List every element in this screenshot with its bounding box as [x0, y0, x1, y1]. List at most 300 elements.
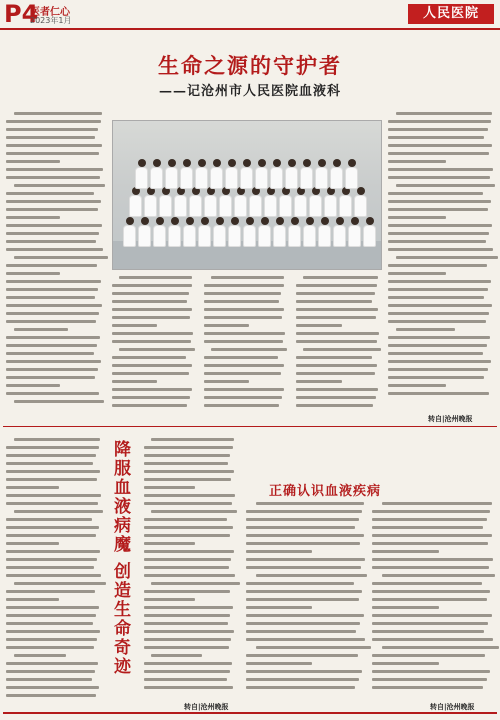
photo-figure	[234, 187, 247, 217]
text-line-placeholder	[204, 380, 249, 383]
text-line-placeholder	[204, 396, 282, 399]
text-line-placeholder	[6, 446, 99, 449]
text-line-placeholder	[246, 630, 356, 633]
text-line-placeholder	[204, 364, 284, 367]
text-line-placeholder	[112, 332, 193, 335]
photo-figure	[363, 217, 376, 247]
feature-article-column	[6, 438, 102, 702]
text-line-placeholder	[372, 606, 439, 609]
text-line-placeholder	[246, 686, 355, 689]
right-article-column-2	[372, 502, 494, 694]
text-line-placeholder	[388, 120, 491, 123]
photo-figure	[333, 217, 346, 247]
text-line-placeholder	[396, 256, 498, 259]
text-line-placeholder	[204, 388, 284, 391]
text-line-placeholder	[144, 526, 233, 529]
text-line-placeholder	[204, 324, 249, 327]
photo-figure	[135, 159, 148, 189]
text-line-placeholder	[6, 200, 101, 203]
text-line-placeholder	[6, 168, 103, 171]
text-line-placeholder	[6, 630, 100, 633]
text-line-placeholder	[6, 224, 102, 227]
text-line-placeholder	[112, 308, 192, 311]
section-name: 医者仁心	[30, 7, 70, 18]
text-line-placeholder	[6, 216, 60, 219]
photo-figure	[330, 159, 343, 189]
text-line-placeholder	[6, 192, 94, 195]
text-line-placeholder	[144, 614, 230, 617]
text-line-placeholder	[246, 654, 358, 657]
text-line-placeholder	[388, 392, 489, 395]
text-line-placeholder	[296, 396, 376, 399]
text-line-placeholder	[388, 192, 483, 195]
text-line-placeholder	[6, 240, 96, 243]
photo-figure	[174, 187, 187, 217]
text-line-placeholder	[144, 502, 232, 505]
main-headline: 生命之源的守护者	[158, 54, 342, 78]
text-line-placeholder	[246, 526, 355, 529]
text-line-placeholder	[296, 292, 375, 295]
text-line-placeholder	[6, 566, 94, 569]
text-line-placeholder	[372, 590, 490, 593]
text-line-placeholder	[6, 144, 102, 147]
text-line-placeholder	[204, 404, 279, 407]
photo-figure	[309, 187, 322, 217]
text-line-placeholder	[144, 550, 234, 553]
text-line-placeholder	[388, 176, 490, 179]
photo-figure	[243, 217, 256, 247]
text-line-placeholder	[388, 264, 487, 267]
text-line-placeholder	[388, 360, 491, 363]
main-article-left-column	[6, 112, 104, 408]
text-line-placeholder	[296, 364, 377, 367]
right-article-credit: 转自|沧州晚报	[430, 703, 475, 711]
photo-figure	[165, 159, 178, 189]
bottom-rule	[3, 712, 497, 714]
photo-figure	[300, 159, 313, 189]
feature-headline: 降服血液病魔 创造生命奇迹	[110, 440, 130, 676]
feature-headline-wrap	[108, 440, 140, 700]
text-line-placeholder	[388, 312, 489, 315]
text-line-placeholder	[6, 264, 97, 267]
photo-figure	[288, 217, 301, 247]
text-line-placeholder	[296, 308, 378, 311]
text-line-placeholder	[372, 518, 487, 521]
photo-figure	[168, 217, 181, 247]
photo-figure	[153, 217, 166, 247]
text-line-placeholder	[112, 404, 187, 407]
text-line-placeholder	[246, 598, 359, 601]
text-line-placeholder	[151, 510, 237, 513]
text-line-placeholder	[296, 332, 379, 335]
text-line-placeholder	[6, 360, 101, 363]
photo-figure	[255, 159, 268, 189]
photo-figure	[138, 217, 151, 247]
photo-figure	[294, 187, 307, 217]
text-line-placeholder	[388, 320, 486, 323]
text-line-placeholder	[246, 590, 362, 593]
text-line-placeholder	[6, 694, 96, 697]
text-line-placeholder	[144, 462, 228, 465]
text-line-placeholder	[6, 336, 100, 339]
text-line-placeholder	[204, 292, 281, 295]
text-line-placeholder	[256, 646, 371, 649]
masthead-logo: 人民医院	[408, 4, 494, 24]
text-line-placeholder	[112, 396, 190, 399]
text-line-placeholder	[14, 184, 105, 187]
text-line-placeholder	[144, 670, 230, 673]
text-line-placeholder	[388, 240, 486, 243]
text-line-placeholder	[144, 686, 233, 689]
text-line-placeholder	[303, 276, 379, 279]
text-line-placeholder	[372, 558, 493, 561]
text-line-placeholder	[388, 248, 493, 251]
text-line-placeholder	[372, 662, 439, 665]
text-line-placeholder	[6, 454, 96, 457]
photo-figure	[279, 187, 292, 217]
photo-figure	[270, 159, 283, 189]
photo-figure	[258, 217, 271, 247]
photo-figure	[144, 187, 157, 217]
text-line-placeholder	[296, 404, 373, 407]
text-line-placeholder	[372, 670, 490, 673]
text-line-placeholder	[6, 208, 98, 211]
text-line-placeholder	[112, 324, 157, 327]
text-line-placeholder	[204, 356, 278, 359]
text-line-placeholder	[6, 296, 95, 299]
photo-figure	[318, 217, 331, 247]
text-line-placeholder	[6, 248, 103, 251]
text-line-placeholder	[388, 352, 483, 355]
text-line-placeholder	[372, 678, 487, 681]
photo-figure	[240, 159, 253, 189]
text-line-placeholder	[6, 280, 101, 283]
text-line-placeholder	[6, 542, 59, 545]
text-line-placeholder	[119, 276, 193, 279]
text-line-placeholder	[6, 670, 95, 673]
text-line-placeholder	[388, 136, 484, 139]
text-line-placeholder	[396, 328, 454, 331]
text-line-placeholder	[303, 348, 381, 351]
text-line-placeholder	[382, 502, 492, 505]
photo-figure	[150, 159, 163, 189]
text-line-placeholder	[144, 598, 195, 601]
text-line-placeholder	[112, 388, 192, 391]
text-line-placeholder	[144, 606, 233, 609]
text-line-placeholder	[372, 542, 488, 545]
text-line-placeholder	[388, 368, 488, 371]
text-line-placeholder	[6, 662, 98, 665]
text-line-placeholder	[246, 558, 365, 561]
text-line-placeholder	[296, 324, 342, 327]
photo-figure	[264, 187, 277, 217]
text-line-placeholder	[6, 344, 97, 347]
main-article-middle-column-1	[112, 276, 194, 412]
text-line-placeholder	[211, 348, 287, 351]
text-line-placeholder	[204, 308, 284, 311]
text-line-placeholder	[6, 232, 99, 235]
text-line-placeholder	[6, 128, 98, 131]
main-article-middle-column-3	[296, 276, 380, 412]
photo-figure	[183, 217, 196, 247]
text-line-placeholder	[14, 438, 100, 441]
text-line-placeholder	[6, 590, 95, 593]
text-line-placeholder	[388, 272, 446, 275]
photo-figure	[159, 187, 172, 217]
text-line-placeholder	[246, 550, 312, 553]
text-line-placeholder	[388, 152, 489, 155]
text-line-placeholder	[396, 184, 495, 187]
text-line-placeholder	[6, 312, 99, 315]
text-line-placeholder	[388, 288, 488, 291]
photo-figure	[219, 187, 232, 217]
text-line-placeholder	[6, 392, 99, 395]
text-line-placeholder	[372, 566, 489, 569]
text-line-placeholder	[6, 120, 101, 123]
photo-figure	[315, 159, 328, 189]
right-article-headline: 正确认识血液疾病	[268, 484, 381, 499]
text-line-placeholder	[119, 348, 195, 351]
text-line-placeholder	[388, 232, 489, 235]
text-line-placeholder	[144, 574, 235, 577]
text-line-placeholder	[112, 380, 157, 383]
text-line-placeholder	[6, 478, 97, 481]
text-line-placeholder	[144, 558, 231, 561]
text-line-placeholder	[388, 128, 488, 131]
text-line-placeholder	[112, 316, 190, 319]
issue-date: 2023年1月	[30, 16, 72, 25]
text-line-placeholder	[6, 534, 96, 537]
text-line-placeholder	[6, 376, 95, 379]
text-line-placeholder	[204, 300, 279, 303]
text-line-placeholder	[6, 384, 60, 387]
text-line-placeholder	[112, 372, 189, 375]
text-line-placeholder	[144, 542, 195, 545]
text-line-placeholder	[246, 670, 362, 673]
photo-figure	[285, 159, 298, 189]
text-line-placeholder	[144, 678, 227, 681]
text-line-placeholder	[144, 470, 234, 473]
text-line-placeholder	[388, 168, 493, 171]
text-line-placeholder	[14, 582, 106, 585]
photo-figure	[303, 217, 316, 247]
photo-figure	[228, 217, 241, 247]
text-line-placeholder	[246, 662, 312, 665]
text-line-placeholder	[246, 622, 360, 625]
text-line-placeholder	[246, 678, 359, 681]
text-line-placeholder	[144, 630, 234, 633]
text-line-placeholder	[388, 208, 488, 211]
photo-figure	[210, 159, 223, 189]
text-line-placeholder	[246, 566, 361, 569]
photo-figure	[348, 217, 361, 247]
photo-figure	[273, 217, 286, 247]
text-line-placeholder	[388, 144, 492, 147]
feature-article-column-2	[144, 438, 236, 694]
text-line-placeholder	[144, 518, 227, 521]
text-line-placeholder	[204, 340, 283, 343]
photo-figure	[180, 159, 193, 189]
text-line-placeholder	[6, 304, 102, 307]
text-line-placeholder	[6, 550, 100, 553]
text-line-placeholder	[388, 216, 446, 219]
text-line-placeholder	[246, 606, 312, 609]
main-article-right-column	[388, 112, 494, 400]
text-line-placeholder	[372, 654, 485, 657]
photo-figure	[213, 217, 226, 247]
text-line-placeholder	[14, 328, 68, 331]
text-line-placeholder	[14, 112, 102, 115]
photo-figure	[195, 159, 208, 189]
text-line-placeholder	[372, 622, 488, 625]
text-line-placeholder	[372, 534, 492, 537]
text-line-placeholder	[112, 356, 186, 359]
text-line-placeholder	[144, 454, 230, 457]
main-subhead: ——记沧州市人民医院血液科	[158, 84, 341, 99]
text-line-placeholder	[144, 622, 228, 625]
text-line-placeholder	[246, 614, 364, 617]
text-line-placeholder	[144, 566, 229, 569]
text-line-placeholder	[388, 280, 491, 283]
text-line-placeholder	[14, 510, 103, 513]
text-line-placeholder	[6, 606, 99, 609]
text-line-placeholder	[112, 292, 189, 295]
text-line-placeholder	[296, 284, 377, 287]
text-line-placeholder	[6, 638, 97, 641]
text-line-placeholder	[144, 638, 231, 641]
text-line-placeholder	[6, 470, 100, 473]
text-line-placeholder	[6, 288, 98, 291]
text-line-placeholder	[204, 332, 285, 335]
text-line-placeholder	[6, 526, 99, 529]
text-line-placeholder	[388, 224, 492, 227]
text-line-placeholder	[6, 352, 94, 355]
text-line-placeholder	[372, 630, 484, 633]
text-line-placeholder	[6, 686, 99, 689]
photo-figure	[198, 217, 211, 247]
text-line-placeholder	[6, 646, 94, 649]
text-line-placeholder	[388, 376, 484, 379]
text-line-placeholder	[6, 160, 60, 163]
text-line-placeholder	[246, 518, 359, 521]
text-line-placeholder	[296, 388, 378, 391]
text-line-placeholder	[256, 502, 364, 505]
right-article-column-1	[246, 502, 366, 694]
photo-figure	[204, 187, 217, 217]
text-line-placeholder	[6, 462, 93, 465]
photo-figure	[189, 187, 202, 217]
text-line-placeholder	[246, 638, 365, 641]
text-line-placeholder	[388, 200, 491, 203]
text-line-placeholder	[246, 582, 354, 585]
text-line-placeholder	[14, 256, 108, 259]
text-line-placeholder	[372, 638, 493, 641]
text-line-placeholder	[6, 486, 59, 489]
text-line-placeholder	[388, 296, 484, 299]
text-line-placeholder	[388, 344, 487, 347]
text-line-placeholder	[382, 646, 499, 649]
text-line-placeholder	[372, 614, 492, 617]
text-line-placeholder	[151, 582, 239, 585]
text-line-placeholder	[6, 502, 98, 505]
main-article-credit: 转自|沧州晚报	[428, 415, 473, 423]
text-line-placeholder	[6, 614, 96, 617]
photo-figure	[225, 159, 238, 189]
photo-figure	[354, 187, 367, 217]
photo-figure	[345, 159, 358, 189]
text-line-placeholder	[396, 112, 491, 115]
text-line-placeholder	[6, 368, 98, 371]
staff-group-photo	[112, 120, 382, 270]
text-line-placeholder	[211, 276, 285, 279]
text-line-placeholder	[296, 300, 372, 303]
photo-figure	[324, 187, 337, 217]
photo-figure	[129, 187, 142, 217]
text-line-placeholder	[144, 646, 229, 649]
text-line-placeholder	[296, 340, 377, 343]
main-article-middle-column-2	[204, 276, 286, 412]
page-header	[0, 0, 500, 30]
text-line-placeholder	[6, 176, 100, 179]
text-line-placeholder	[112, 284, 192, 287]
text-line-placeholder	[256, 574, 368, 577]
text-line-placeholder	[6, 152, 99, 155]
text-line-placeholder	[246, 534, 364, 537]
text-line-placeholder	[296, 372, 375, 375]
text-line-placeholder	[388, 384, 446, 387]
text-line-placeholder	[296, 356, 372, 359]
photo-figure	[339, 187, 352, 217]
text-line-placeholder	[382, 574, 495, 577]
text-line-placeholder	[6, 320, 96, 323]
text-line-placeholder	[14, 400, 104, 403]
text-line-placeholder	[6, 272, 60, 275]
text-line-placeholder	[6, 598, 59, 601]
text-line-placeholder	[151, 438, 234, 441]
text-line-placeholder	[6, 558, 97, 561]
text-line-placeholder	[372, 686, 483, 689]
text-line-placeholder	[372, 526, 483, 529]
text-line-placeholder	[372, 598, 487, 601]
photo-figure	[249, 187, 262, 217]
text-line-placeholder	[204, 316, 282, 319]
text-line-placeholder	[144, 662, 232, 665]
text-line-placeholder	[296, 380, 342, 383]
section-divider	[3, 426, 497, 427]
text-line-placeholder	[372, 550, 439, 553]
text-line-placeholder	[112, 300, 187, 303]
text-line-placeholder	[151, 654, 202, 657]
text-line-placeholder	[388, 336, 490, 339]
text-line-placeholder	[246, 510, 362, 513]
text-line-placeholder	[372, 510, 490, 513]
text-line-placeholder	[14, 654, 67, 657]
text-line-placeholder	[6, 518, 92, 521]
text-line-placeholder	[296, 316, 376, 319]
page-number: P4	[4, 0, 39, 28]
text-line-placeholder	[112, 340, 191, 343]
text-line-placeholder	[144, 446, 233, 449]
text-line-placeholder	[372, 582, 482, 585]
text-line-placeholder	[204, 284, 284, 287]
text-line-placeholder	[246, 542, 360, 545]
text-line-placeholder	[112, 364, 192, 367]
text-line-placeholder	[6, 574, 101, 577]
text-line-placeholder	[388, 304, 492, 307]
photo-figure	[123, 217, 136, 247]
text-line-placeholder	[144, 534, 230, 537]
text-line-placeholder	[6, 136, 95, 139]
